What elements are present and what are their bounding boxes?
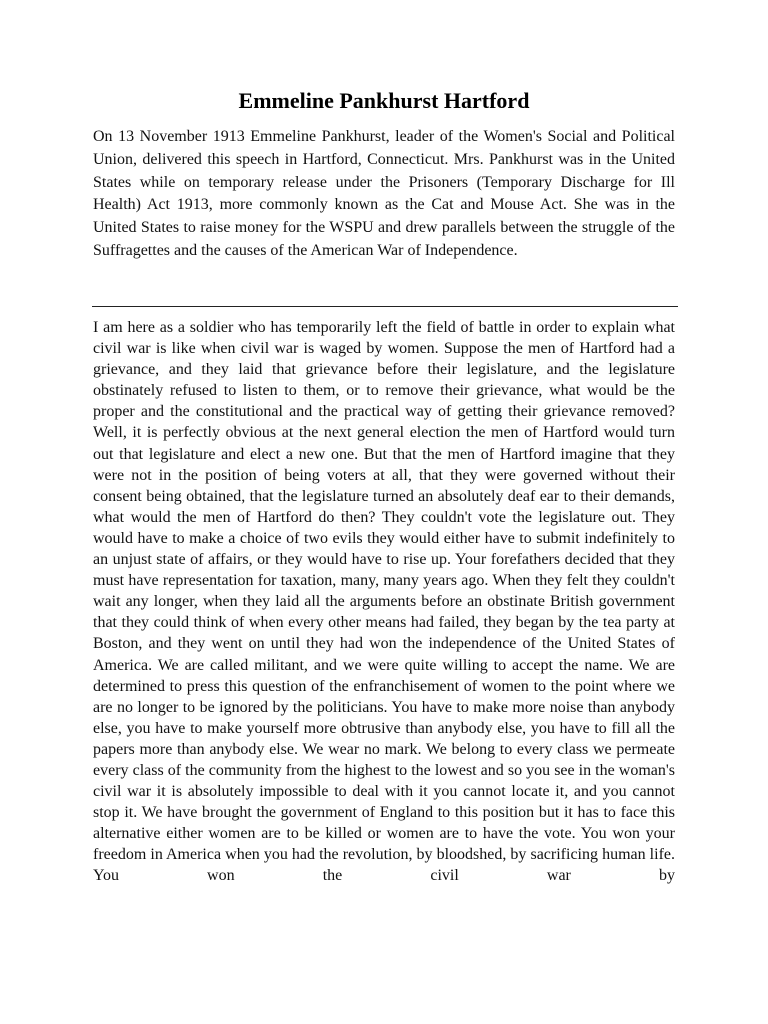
speech-text: I am here as a soldier who has temporarily left the field of battle in order to explain what civil war is like when civil war is waged by women. Suppose the men of Hartford had a grievance, and they laid that grievance before their legislature, and the legislature obstinately refused to listen to them, or to remove their grievance, what would be the proper and the constitutional and the practical way of getting their grievance removed? Well, it is perfectly obvious at the next general election the men of Hartford would turn out that legislature and elect a new one. But that the men of Hartford imagine that they were not in the position of being voters at all, that they were governed without their consent being obtained, that the legislature turned an absolutely deaf ear to their demands, what would the men of Hartford do then? They couldn't vote the legislature out. They would have to make a choice of two evils they would either have to submit indefinitely to an unjust state of affairs, or they would have to rise up. Your forefathers decided that they must have representation for taxation, many, many years ago. When they felt they couldn't wait any longer, when they laid all the arguments before an obstinate British government that they could think of when every other means had failed, they began by the tea party at Boston, and they went on until they had won the independence of the United States of America. We are called militant, and we were quite willing to accept the name. We are determined to press this question of the enfranchisement of women to the point where we are no longer to be ignored by the politicians. You have to make more noise than anybody else, you have to make yourself more obtrusive than anybody else, you have to fill all the papers more than anybody else. We wear no mark. We belong to every class we permeate every class of the community from the highest to the lowest and so you see in the woman's civil war it is absolutely impossible to deal with it you cannot locate it, and you cannot stop it. We have brought the government of England to this position but it has to face this alternative either women are to be killed or women are to have the vote. You won your freedom in America when you had the revolution, by bloodshed, by sacrificing human life. You won the civil war by (93, 319, 675, 885)
section-divider (92, 306, 678, 307)
intro-paragraph: On 13 November 1913 Emmeline Pankhurst, leader of the Women's Social and Political Union, delivered this speech in Hartford, Connecticut. Mrs. Pankhurst was in the United States while on temporary release under the Prisoners (Temporary Discharge for Ill Health) Act 1913, more commonly known as the Cat and Mouse Act. She was in the United States to raise money for the WSPU and drew parallels between the struggle of the Suffragettes and the causes of the American War of Independence. (93, 128, 675, 259)
document-title: Emmeline Pankhurst Hartford (238, 88, 530, 113)
